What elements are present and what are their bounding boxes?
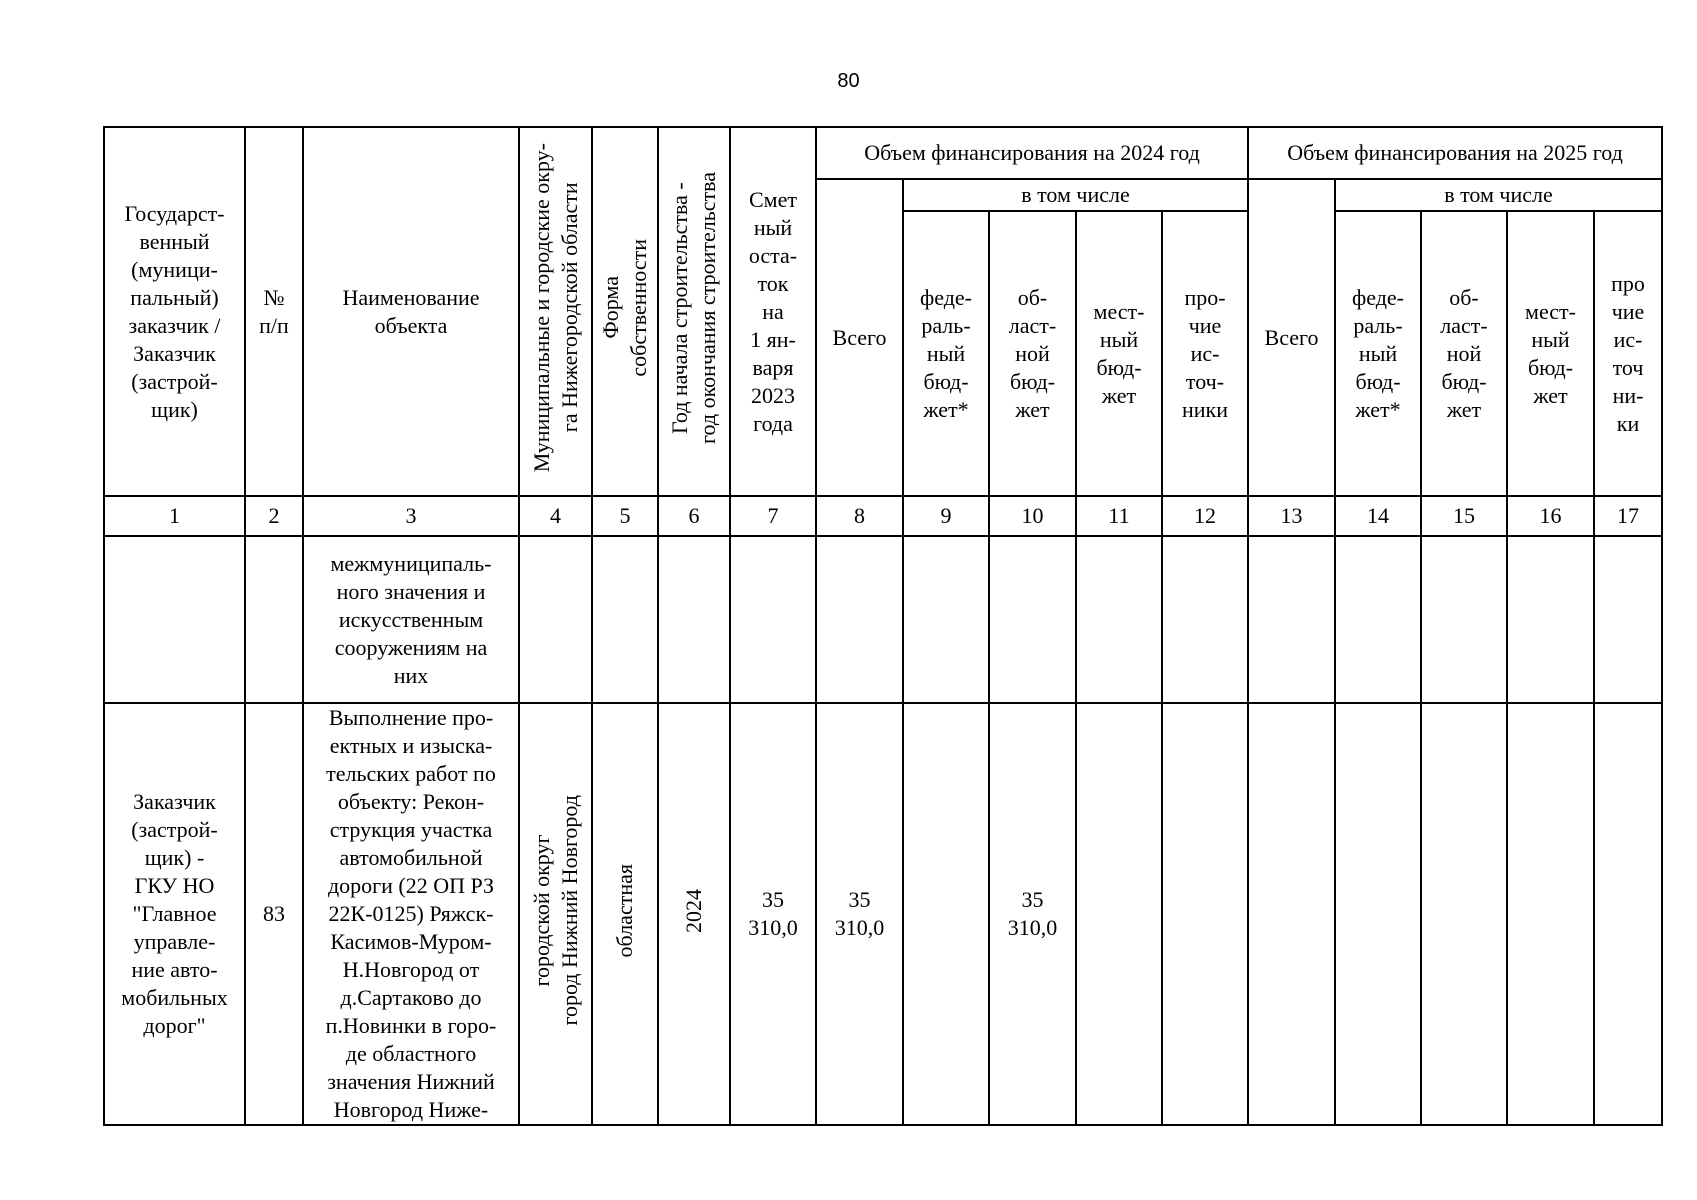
cell-federal-2024 xyxy=(903,536,989,703)
cell-estimate xyxy=(730,536,816,703)
cell-number xyxy=(245,536,303,703)
header-municipality-cell xyxy=(519,127,592,496)
cell-total-2024: 35 310,0 xyxy=(816,703,903,1125)
cell-other-2024 xyxy=(1162,536,1248,703)
header-group-2024: Объем финансирования на 2024 год xyxy=(816,127,1248,179)
header-regional-2024: об- ласт- ной бюд- жет xyxy=(989,211,1076,496)
customer-text: Заказчик (застрой- щик) - ГКУ НО "Главное управле- ние авто- мобильных дорог" xyxy=(121,789,228,1038)
header-ownership-cell xyxy=(592,127,658,496)
financing-table xyxy=(103,126,1663,1126)
column-number: 12 xyxy=(1162,496,1248,536)
column-number: 3 xyxy=(303,496,519,536)
cell-ownership xyxy=(592,536,658,703)
table-row xyxy=(104,703,1662,1125)
cell-estimate: 35 310,0 xyxy=(730,703,816,1125)
header-number: № п/п xyxy=(245,127,303,496)
header-total-2024: Всего xyxy=(816,179,903,496)
cell-federal-2025 xyxy=(1335,536,1421,703)
header-customer: Государст- венный (муници- пальный) заказчик / Заказчик (застрой- щик) xyxy=(104,127,245,496)
cell-customer xyxy=(104,536,245,703)
column-number: 2 xyxy=(245,496,303,536)
cell-object-name xyxy=(303,703,519,1125)
cell-object-name xyxy=(303,536,519,703)
column-number-row xyxy=(104,496,1662,536)
header-including-2024: в том числе xyxy=(903,179,1248,211)
table-row xyxy=(104,536,1662,703)
header-including-2025: в том числе xyxy=(1335,179,1662,211)
cell-local-2025 xyxy=(1507,536,1594,703)
cell-municipality xyxy=(519,703,592,1125)
years-text: 2024 xyxy=(681,888,706,933)
cell-number: 83 xyxy=(245,703,303,1125)
header-federal-2024: феде- раль- ный бюд- жет* xyxy=(903,211,989,496)
cell-local-2024 xyxy=(1076,536,1162,703)
cell-years xyxy=(658,703,730,1125)
cell-ownership xyxy=(592,703,658,1125)
header-other-2025: про чие ис- точ ни- ки xyxy=(1594,211,1662,496)
column-number: 11 xyxy=(1076,496,1162,536)
column-number: 8 xyxy=(816,496,903,536)
header-municipality: Муниципальные и городские окру- га Нижегородской области xyxy=(528,143,582,473)
cell-other-2025 xyxy=(1594,536,1662,703)
cell-customer xyxy=(104,703,245,1125)
header-years-cell xyxy=(658,127,730,496)
cell-total-2025 xyxy=(1248,703,1335,1125)
object-name-text: Выполнение про- ектных и изыска- тельских работ по объекту: Рекон- струкция участка автомобильной дороги (22 ОП РЗ 22К-0125) Ряжск- Касимов-Муром- Н.Новгород от д.Сартаково до п.Новинки в горо- де областного значения Нижний Новгород Ниже- xyxy=(325,705,497,1122)
cell-total-2025 xyxy=(1248,536,1335,703)
column-number: 5 xyxy=(592,496,658,536)
cell-other-2025 xyxy=(1594,703,1662,1125)
cell-years xyxy=(658,536,730,703)
column-number: 14 xyxy=(1335,496,1421,536)
column-number: 9 xyxy=(903,496,989,536)
cell-federal-2024 xyxy=(903,703,989,1125)
header-ownership: Форма собственности xyxy=(598,239,651,377)
header-group-2025: Объем финансирования на 2025 год xyxy=(1248,127,1662,179)
object-name-text: межмуниципаль- ного значения и искусственным сооружениям на них xyxy=(330,550,492,688)
header-regional-2025: об- ласт- ной бюд- жет xyxy=(1421,211,1507,496)
column-number: 4 xyxy=(519,496,592,536)
page-number: 80 xyxy=(837,70,860,92)
header-object-name: Наименование объекта xyxy=(303,127,519,496)
header-local-2025: мест- ный бюд- жет xyxy=(1507,211,1594,496)
column-number: 13 xyxy=(1248,496,1335,536)
column-number: 6 xyxy=(658,496,730,536)
header-total-2025: Всего xyxy=(1248,179,1335,496)
cell-regional-2024: 35 310,0 xyxy=(989,703,1076,1125)
cell-federal-2025 xyxy=(1335,703,1421,1125)
header-years: Год начала строительства - год окончания строительства xyxy=(667,172,720,444)
cell-regional-2025 xyxy=(1421,703,1507,1125)
header-local-2024: мест- ный бюд- жет xyxy=(1076,211,1162,496)
column-number: 17 xyxy=(1594,496,1662,536)
municipality-text: городской округ город Нижний Новгород xyxy=(528,795,582,1026)
header-estimate: Смет ный оста- ток на 1 ян- варя 2023 года xyxy=(730,127,816,496)
ownership-text: областная xyxy=(612,863,637,958)
cell-regional-2025 xyxy=(1421,536,1507,703)
cell-local-2024 xyxy=(1076,703,1162,1125)
cell-total-2024 xyxy=(816,536,903,703)
column-number: 7 xyxy=(730,496,816,536)
column-number: 10 xyxy=(989,496,1076,536)
cell-other-2024 xyxy=(1162,703,1248,1125)
cell-local-2025 xyxy=(1507,703,1594,1125)
column-number: 15 xyxy=(1421,496,1507,536)
column-number: 1 xyxy=(104,496,245,536)
header-federal-2025: феде- раль- ный бюд- жет* xyxy=(1335,211,1421,496)
cell-municipality xyxy=(519,536,592,703)
column-number: 16 xyxy=(1507,496,1594,536)
cell-regional-2024 xyxy=(989,536,1076,703)
header-other-2024: про- чие ис- точ- ники xyxy=(1162,211,1248,496)
